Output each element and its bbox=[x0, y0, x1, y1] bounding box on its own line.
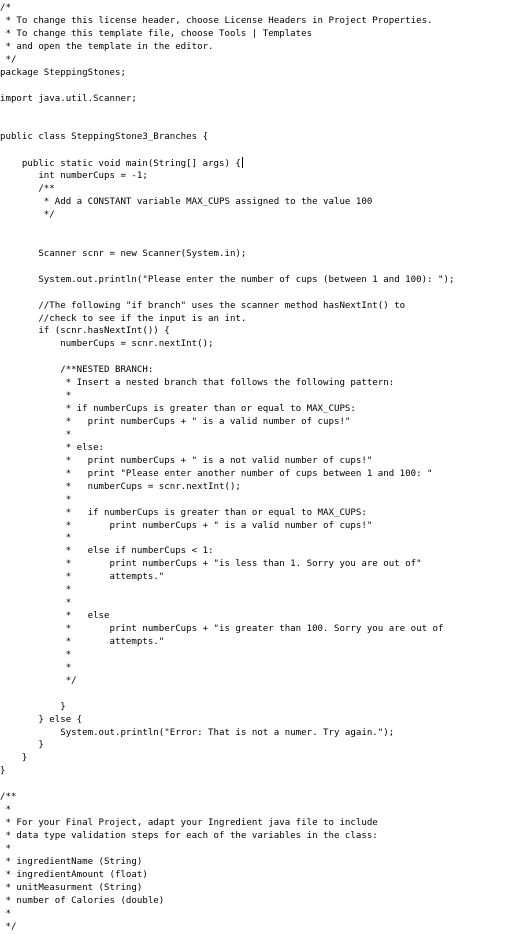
code-line[interactable]: * print numberCups + "is less than 1. Sorry you are out of" bbox=[0, 559, 422, 570]
code-line[interactable]: * if numberCups is greater than or equal to MAX_CUPS: bbox=[0, 404, 356, 415]
code-line[interactable]: /* bbox=[0, 3, 11, 13]
code-line[interactable]: if (scnr.hasNextInt()) { bbox=[0, 326, 170, 337]
code-line[interactable]: * bbox=[0, 805, 11, 816]
code-line[interactable]: * print "Please enter another number of cups between 1 and 100: " bbox=[0, 468, 433, 479]
code-line[interactable]: * To change this template file, choose Tools | Templates bbox=[0, 28, 313, 39]
code-line[interactable]: //The following "if branch" uses the scanner method hasNextInt() to bbox=[0, 300, 406, 311]
code-line[interactable]: Scanner scnr = new Scanner(System.in); bbox=[0, 248, 247, 259]
code-line[interactable]: * print numberCups + " is a valid number of cups!" bbox=[0, 520, 373, 531]
code-line[interactable]: numberCups = scnr.nextInt(); bbox=[0, 339, 214, 350]
code-line[interactable]: package SteppingStones; bbox=[0, 67, 126, 78]
code-line[interactable]: /** bbox=[0, 184, 55, 195]
code-line[interactable]: * bbox=[0, 843, 11, 854]
code-line[interactable]: * bbox=[0, 585, 72, 596]
code-line[interactable] bbox=[0, 235, 454, 248]
code-line[interactable]: * bbox=[0, 391, 72, 402]
code-line[interactable]: * bbox=[0, 429, 72, 440]
code-line[interactable]: * else if numberCups < 1: bbox=[0, 546, 214, 557]
code-line[interactable]: } else { bbox=[0, 714, 83, 725]
code-line[interactable]: * bbox=[0, 908, 11, 919]
code-line[interactable]: } bbox=[0, 740, 44, 751]
code-line[interactable]: * else: bbox=[0, 442, 105, 453]
code-line[interactable]: * unitMeasurment (String) bbox=[0, 882, 143, 893]
code-line[interactable]: * and open the template in the editor. bbox=[0, 41, 214, 52]
code-line[interactable]: * ingredientName (String) bbox=[0, 856, 143, 867]
code-line[interactable] bbox=[0, 778, 454, 791]
code-line[interactable] bbox=[0, 222, 454, 235]
code-line[interactable] bbox=[0, 118, 454, 131]
code-line[interactable] bbox=[0, 106, 454, 119]
code-line[interactable]: * bbox=[0, 494, 72, 505]
code-line[interactable]: * number of Calories (double) bbox=[0, 895, 165, 906]
code-line[interactable]: * bbox=[0, 598, 72, 609]
code-line[interactable]: * data type validation steps for each of the variables in the class: bbox=[0, 831, 378, 841]
code-line[interactable]: * if numberCups is greater than or equal to MAX_CUPS: bbox=[0, 507, 367, 518]
code-line[interactable]: * print numberCups + " is a valid number of cups!" bbox=[0, 417, 351, 427]
code-line[interactable]: * attempts." bbox=[0, 572, 165, 583]
code-line[interactable]: */ bbox=[0, 210, 55, 220]
code-line[interactable]: public class SteppingStone3_Branches { bbox=[0, 132, 209, 143]
code-line[interactable]: * For your Final Project, adapt your Ingredient java file to include bbox=[0, 818, 378, 829]
code-line[interactable]: * else bbox=[0, 611, 110, 622]
code-line[interactable] bbox=[0, 261, 454, 274]
code-line[interactable] bbox=[0, 287, 454, 300]
code-line[interactable]: * print numberCups + " is a not valid number of cups!" bbox=[0, 455, 373, 466]
code-line[interactable]: * bbox=[0, 533, 72, 544]
code-line[interactable]: int numberCups = -1; bbox=[0, 171, 148, 182]
code-line[interactable]: * attempts." bbox=[0, 636, 165, 647]
code-line[interactable] bbox=[0, 144, 454, 157]
code-line[interactable]: public static void main(String[] args) { bbox=[0, 159, 241, 170]
code-line[interactable]: System.out.println("Error: That is not a numer. Try again."); bbox=[0, 727, 395, 738]
code-line[interactable]: * bbox=[0, 662, 72, 673]
code-line[interactable]: } bbox=[0, 701, 66, 712]
code-line[interactable]: import java.util.Scanner; bbox=[0, 93, 137, 104]
code-line[interactable] bbox=[0, 351, 454, 364]
source-code[interactable] bbox=[0, 2, 454, 934]
code-line[interactable]: */ bbox=[0, 54, 17, 65]
code-line[interactable]: System.out.println("Please enter the number of cups (between 1 and 100): "); bbox=[0, 274, 455, 285]
code-line[interactable]: * bbox=[0, 649, 72, 660]
code-line[interactable] bbox=[0, 688, 454, 701]
code-line[interactable]: /** bbox=[0, 792, 17, 803]
code-line[interactable]: */ bbox=[0, 675, 77, 686]
code-line[interactable]: * numberCups = scnr.nextInt(); bbox=[0, 481, 241, 492]
code-line[interactable]: //check to see if the input is an int. bbox=[0, 313, 247, 324]
code-line[interactable]: } bbox=[0, 753, 28, 764]
code-line[interactable]: * Insert a nested branch that follows the following pattern: bbox=[0, 378, 395, 389]
code-line[interactable]: } bbox=[0, 766, 6, 777]
code-line[interactable]: * print numberCups + "is greater than 100. Sorry you are out of bbox=[0, 624, 444, 634]
code-line[interactable]: * ingredientAmount (float) bbox=[0, 869, 148, 880]
code-line[interactable]: * Add a CONSTANT variable MAX_CUPS assigned to the value 100 bbox=[0, 197, 373, 208]
code-line[interactable] bbox=[0, 80, 454, 93]
text-caret bbox=[242, 157, 243, 168]
code-line[interactable]: /**NESTED BRANCH: bbox=[0, 365, 154, 376]
code-line[interactable]: */ bbox=[0, 921, 17, 932]
code-line[interactable]: * To change this license header, choose License Headers in Project Properties. bbox=[0, 15, 433, 26]
